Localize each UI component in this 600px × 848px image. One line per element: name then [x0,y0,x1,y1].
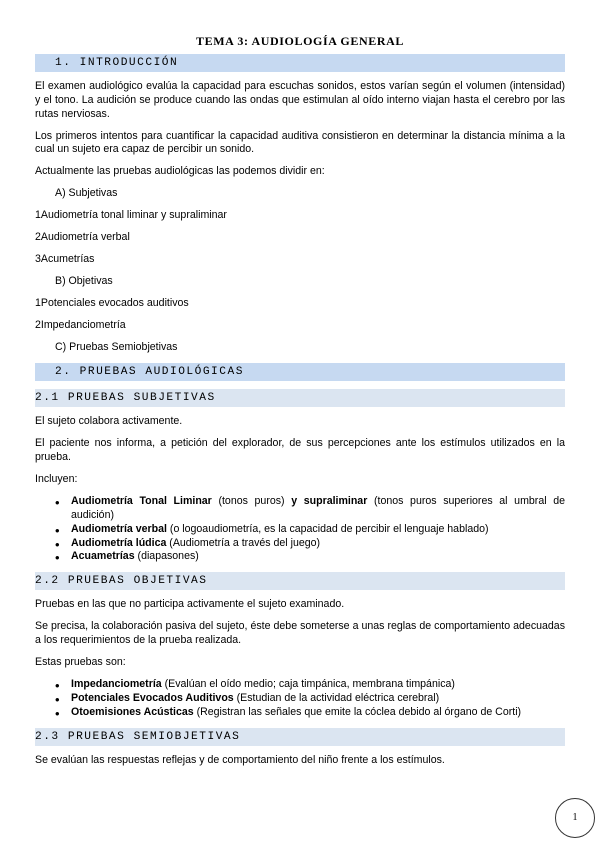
paragraph: Actualmente las pruebas audiológicas las podemos dividir en: [35,165,325,178]
page-number: 1 [555,798,595,838]
section-heading-pruebas-audiologicas: 2. PRUEBAS AUDIOLÓGICAS [35,363,565,381]
list-heading-objetivas: B) Objetivas [55,275,113,288]
list-heading-semiobjetivas: C) Pruebas Semiobjetivas [55,341,178,354]
section-heading-introduccion: 1. INTRODUCCIÓN [35,54,565,72]
paragraph: Los primeros intentos para cuantificar la capacidad auditiva consistieron en determinar la distancia mínima a la cual un sujeto era capaz de percibir un sonido. [35,129,565,156]
list-item: 1Audiometría tonal liminar y supraliminar [35,209,227,222]
subsection-heading-objetivas: 2.2 PRUEBAS OBJETIVAS [35,572,565,590]
paragraph: Pruebas en las que no participa activamente el sujeto examinado. [35,598,345,611]
bullet-list-subjetivas [35,495,565,565]
list-item: 2Impedanciometría [35,319,126,332]
paragraph: El examen audiológico evalúa la capacidad para escuchas sonidos, estos varían según el volumen (intensidad) y el tono. La audición se produce cuando las ondas que estimulan al oído interno viajan hasta el cerebro por las rutas nerviosas. [35,79,565,120]
list-item: 3Acumetrías [35,253,95,266]
list-heading-subjetivas: A) Subjetivas [55,187,118,200]
paragraph: Estas pruebas son: [35,656,126,669]
bullet-list-objetivas [35,678,565,720]
list-item: • Audiometría Tonal Liminar (tonos puros) y supraliminar (tonos puros superiores al umbral de audición) [71,495,565,523]
list-item: • Acuametrías (diapasones) [71,550,565,564]
list-item: • Audiometría lúdica (Audiometría a través del juego) [71,537,565,551]
list-item: • Audiometría verbal (o logoaudiometría, es la capacidad de percibir el lenguaje hablado) [71,523,565,537]
document-title: TEMA 3: AUDIOLOGÍA GENERAL [196,34,404,48]
paragraph: Incluyen: [35,472,78,485]
list-item: • Potenciales Evocados Auditivos (Estudian de la actividad eléctrica cerebral) [71,692,565,706]
list-item: 1Potenciales evocados auditivos [35,297,189,310]
document-page [35,34,565,776]
list-item: • Impedanciometría (Evalúan el oído medio; caja timpánica, membrana timpánica) [71,678,565,692]
list-item: 2Audiometría verbal [35,231,130,244]
paragraph: Se precisa, la colaboración pasiva del sujeto, éste debe someterse a unas reglas de comportamiento adecuadas a los requerimientos de la prueba realizada. [35,620,565,647]
list-item: • Otoemisiones Acústicas (Registran las señales que emite la cóclea debido al órgano de Corti) [71,706,565,720]
paragraph: El paciente nos informa, a petición del explorador, de sus percepciones ante los estímulos utilizados en la prueba. [35,436,565,463]
paragraph: Se evalúan las respuestas reflejas y de comportamiento del niño frente a los estímulos. [35,753,445,766]
subsection-heading-semiobjetivas: 2.3 PRUEBAS SEMIOBJETIVAS [35,728,565,746]
subsection-heading-subjetivas: 2.1 PRUEBAS SUBJETIVAS [35,389,565,407]
paragraph: El sujeto colabora activamente. [35,414,183,427]
